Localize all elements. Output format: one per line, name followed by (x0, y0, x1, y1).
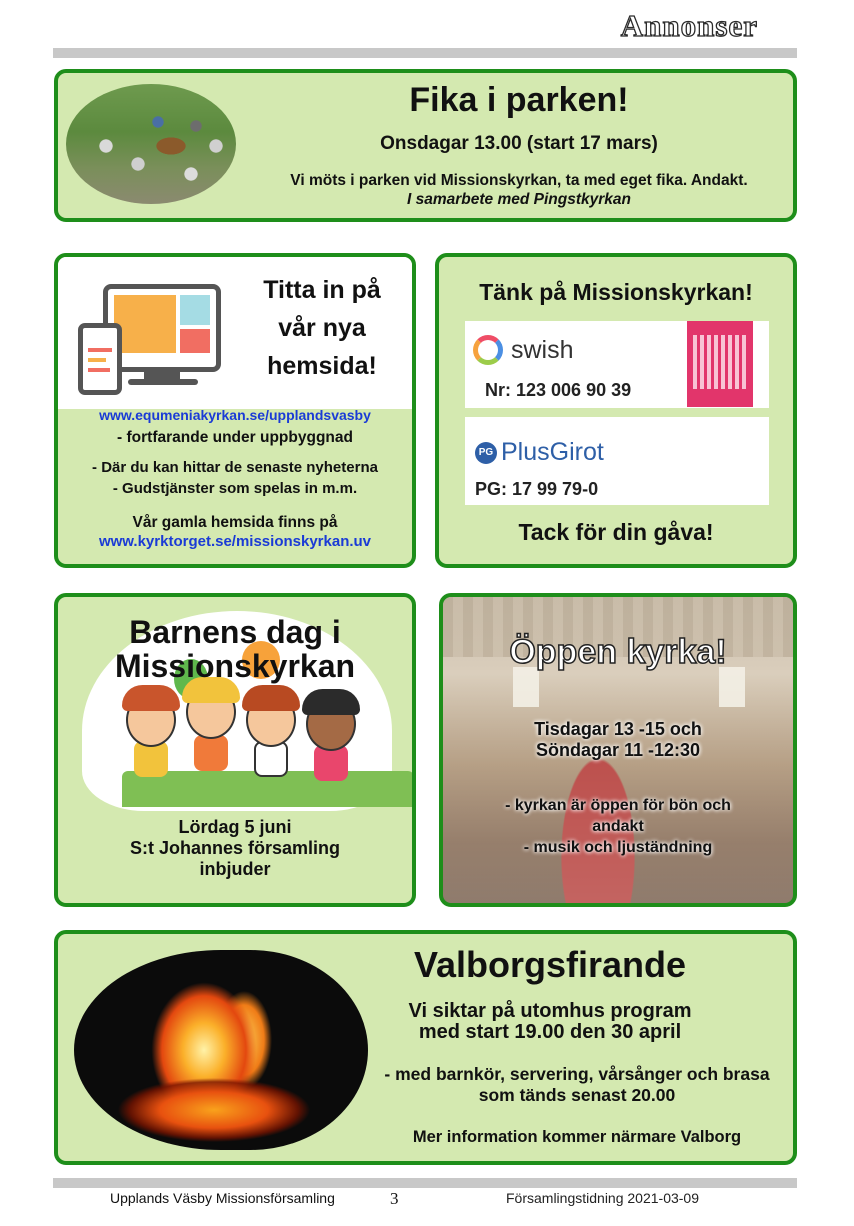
plusgirot-logo-icon: PG (475, 442, 497, 464)
donation-title: Tänk på Missionskyrkan! (479, 279, 753, 305)
open-church-ad (439, 593, 797, 907)
website-ad (54, 253, 416, 568)
valborg-details: - med barnkör, servering, vårsånger och brasa som tänds senast 20.00 (384, 1064, 770, 1105)
top-rule (53, 48, 797, 58)
fika-partner: I samarbete med Pingstkyrkan (407, 191, 631, 208)
plusgirot-brand: PlusGirot (501, 438, 604, 466)
childrens-day-info: Lördag 5 juni S:t Johannes församling inbjuder (129, 817, 341, 879)
new-website-link[interactable]: www.equmeniakyrkan.se/upplandsvasby (99, 407, 371, 423)
phone-icon (78, 323, 122, 395)
section-title: Annonser (620, 8, 758, 43)
bottom-rule (53, 1178, 797, 1188)
fika-title: Fika i parken! (409, 81, 629, 119)
open-church-info: - kyrkan är öppen för bön och andakt - musik och ljuständning (505, 797, 731, 856)
qr-code-icon (687, 321, 753, 407)
swish-number: Nr: 123 006 90 39 (485, 380, 632, 400)
footer-org: Upplands Väsby Missionsförsamling (110, 1190, 335, 1206)
page-number: 3 (390, 1189, 399, 1208)
old-website-link[interactable]: www.kyrktorget.se/missionskyrkan.uv (98, 533, 372, 550)
valborg-title: Valborgsfirande (413, 944, 687, 985)
old-website: Vår gamla hemsida finns på www.kyrktorget.se/missionskyrkan.uv (58, 513, 412, 551)
valborg-more-info: Mer information kommer närmare Valborg (412, 1128, 742, 1146)
fika-desc-text: Vi möts i parken vid Missionskyrkan, ta med eget fika. Andakt. (290, 172, 748, 189)
park-photo (66, 84, 236, 204)
fika-description (240, 171, 797, 209)
fika-ad (54, 69, 797, 222)
valborg-ad (54, 930, 797, 1165)
bonfire-photo (74, 950, 368, 1150)
footer-issue: Församlingstidning 2021-03-09 (506, 1190, 699, 1206)
swish-card (465, 321, 769, 408)
donation-ad (435, 253, 797, 568)
plusgirot-card (465, 417, 769, 505)
valborg-program: Vi siktar på utomhus program med start 19.00 den 30 april (408, 1000, 692, 1043)
swish-brand: swish (511, 336, 574, 364)
website-title: Titta in på vår nya hemsida! (263, 276, 381, 380)
website-status: - fortfarande under uppbyggnad (117, 429, 353, 446)
fika-time: Onsdagar 13.00 (start 17 mars) (380, 133, 658, 154)
plusgirot-number: PG: 17 99 79-0 (475, 479, 599, 499)
open-church-title: Öppen kyrka! (509, 633, 727, 671)
swish-logo-icon (473, 335, 503, 365)
donation-thanks: Tack för din gåva! (518, 519, 714, 545)
open-church-times: Tisdagar 13 -15 och Söndagar 11 -12:30 (534, 719, 702, 760)
website-features: - Där du kan hittar de senaste nyheterna - Gudstjänster som spelas in m.m. (92, 459, 378, 497)
childrens-day-title: Barnens dag i Missionskyrkan (114, 614, 356, 684)
childrens-day-ad (54, 593, 416, 907)
